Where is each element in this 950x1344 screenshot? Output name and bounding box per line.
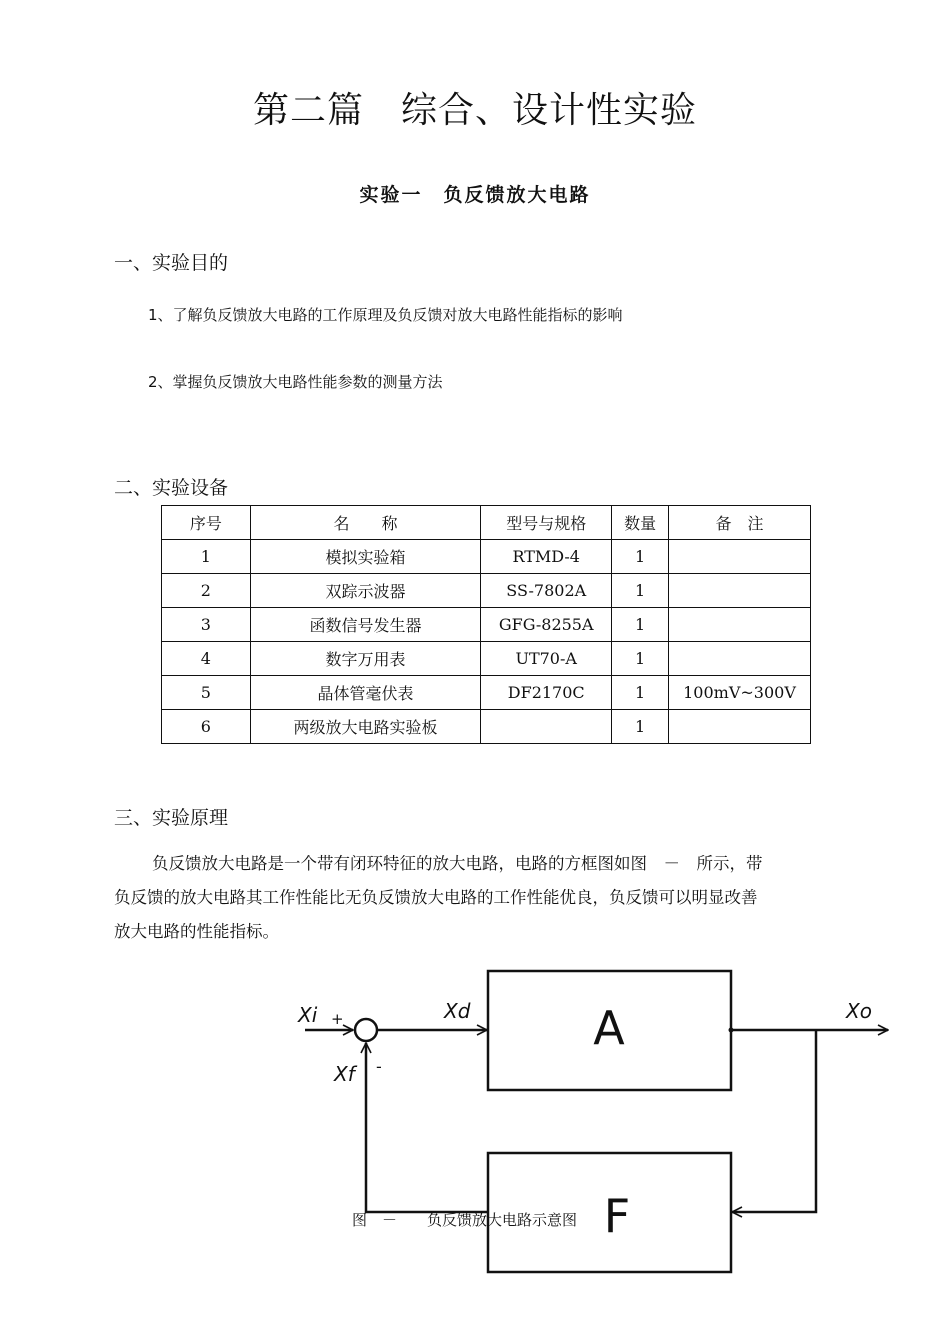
block-a-label: A [593,1001,625,1055]
table-cell: 双踪示波器 [250,574,481,608]
page-title: 第二篇 综合、设计性实验 [252,90,697,131]
experiment-title: 实验一 负反馈放大电路 [359,184,591,206]
table-cell: 5 [162,676,251,710]
table-cell: 两级放大电路实验板 [250,710,481,744]
feedback-path-left [366,1043,488,1212]
table-cell: RTMD-4 [481,540,612,574]
table-cell: 1 [612,710,669,744]
xi-label: Xi [298,1003,318,1027]
purpose-item-2: 2、掌握负反馈放大电路性能参数的测量方法 [148,373,443,391]
table-cell: 1 [612,574,669,608]
column-header-quantity: 数量 [612,506,669,540]
table-cell: GFG-8255A [481,608,612,642]
table-cell: 模拟实验箱 [250,540,481,574]
minus-sign: - [376,1057,382,1076]
xd-label: Xd [444,999,471,1023]
purpose-item-1: 1、了解负反馈放大电路的工作原理及负反馈对放大电路性能指标的影响 [148,306,623,324]
paragraph-line: 放大电路的性能指标。 [114,922,279,941]
table-cell: UT70-A [481,642,612,676]
xf-label: Xf [334,1062,355,1086]
figure-caption: 图 － 负反馈放大电路示意图 [352,1211,578,1229]
table-cell: 100mV~300V [669,676,811,710]
table-cell: 1 [612,540,669,574]
xo-label: Xo [846,999,872,1023]
column-header-index: 序号 [162,506,251,540]
section-heading-equipment: 二、实验设备 [114,477,229,499]
table-cell: DF2170C [481,676,612,710]
table-cell: 6 [162,710,251,744]
column-header-model: 型号与规格 [481,506,612,540]
table-cell: 4 [162,642,251,676]
table-cell: 1 [612,608,669,642]
feedback-path-right [732,1030,816,1212]
section-heading-principle: 三、实验原理 [114,807,229,829]
table-cell: 1 [612,642,669,676]
table-cell: 数字万用表 [250,642,481,676]
section-heading-purpose: 一、实验目的 [114,252,229,274]
table-cell: 3 [162,608,251,642]
table-cell: 晶体管毫伏表 [250,676,481,710]
table-cell: 2 [162,574,251,608]
table-cell: 1 [612,676,669,710]
column-header-remark: 备 注 [669,506,811,540]
summing-junction [355,1019,377,1041]
paragraph-line: 负反馈放大电路是一个带有闭环特征的放大电路，电路的方框图如图 － 所示，带 [152,854,763,873]
column-header-name: 名 称 [250,506,481,540]
block-f-label: F [603,1189,631,1243]
paragraph-line: 负反馈的放大电路其工作性能比无负反馈放大电路的工作性能优良，负反馈可以明显改善 [114,888,758,907]
table-cell: SS-7802A [481,574,612,608]
table-cell: 1 [162,540,251,574]
plus-sign: + [331,1010,344,1028]
table-cell: 函数信号发生器 [250,608,481,642]
